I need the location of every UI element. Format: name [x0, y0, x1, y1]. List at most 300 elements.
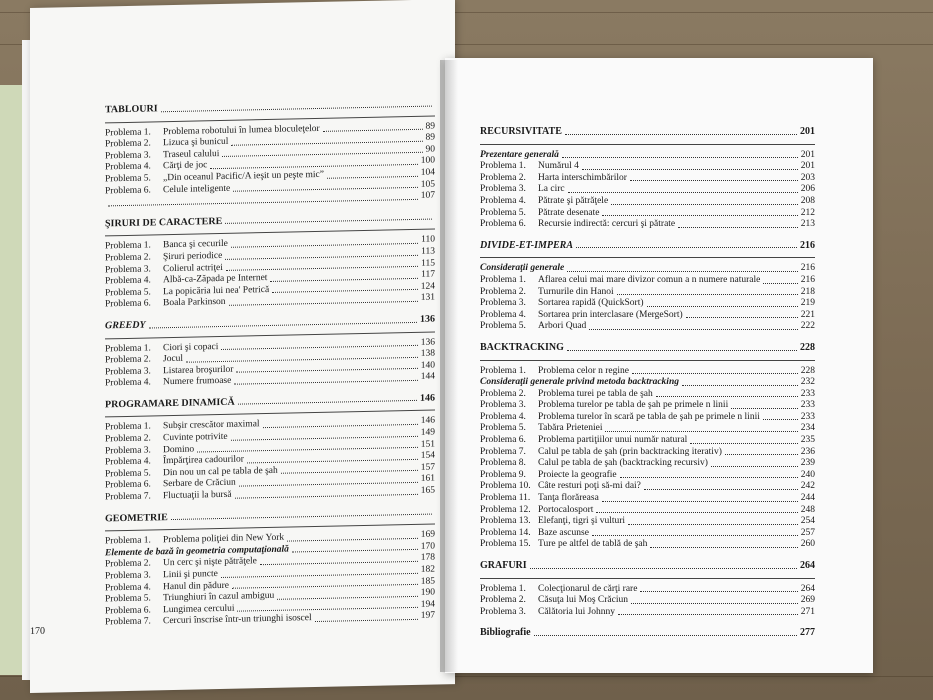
- entry-page: 203: [800, 172, 815, 183]
- right-toc: [480, 126, 815, 648]
- entry-title: La popicăria lui nea' Petrică: [163, 284, 270, 297]
- leader-dots: [568, 184, 798, 193]
- entry-page: 149: [420, 427, 435, 438]
- toc-section: [105, 506, 435, 629]
- entry-title: Problema partiţiilor unui număr natural: [538, 435, 688, 446]
- toc-entry: [480, 595, 815, 607]
- entry-label: Problema 1.: [105, 421, 151, 433]
- section-page: 228: [800, 341, 815, 353]
- entry-title: Din nou un cal pe tabla de şah: [163, 465, 278, 479]
- entry-page: 131: [420, 292, 435, 304]
- leader-dots: [171, 506, 432, 520]
- toc-section: [480, 126, 815, 231]
- section-title: [105, 506, 435, 525]
- entry-label: Problema 4.: [480, 195, 526, 206]
- entry-label: Problema 14.: [480, 527, 531, 538]
- entry-label: Problema 6.: [480, 219, 526, 230]
- entry-page: 169: [420, 529, 435, 541]
- right-page: [445, 58, 873, 673]
- entry-page: 90: [425, 144, 435, 155]
- entry-page: 233: [800, 400, 815, 411]
- entry-title: Colierul actriţei: [163, 262, 223, 274]
- entry-page: 212: [800, 207, 815, 218]
- entry-label: Problema 4.: [105, 275, 151, 287]
- page-number: 170: [30, 625, 45, 637]
- entry-page: 271: [800, 606, 815, 617]
- entry-page: 201: [800, 161, 815, 172]
- entry-label: Problema 5.: [480, 207, 526, 218]
- entry-label: Problema 12.: [480, 504, 531, 515]
- entry-page: 89: [425, 121, 435, 132]
- leader-dots: [628, 516, 798, 525]
- entry-label: Problema 10.: [480, 481, 531, 492]
- entry-title: Banca şi cecurile: [163, 239, 228, 251]
- entry-title: Sortarea rapidă (QuickSort): [538, 298, 644, 309]
- entry-label: Problema 3.: [105, 263, 151, 275]
- leader-dots: [238, 393, 417, 405]
- leader-dots: [650, 539, 797, 548]
- toc-entry: [480, 607, 815, 619]
- entry-title: Numărul 4: [538, 161, 579, 172]
- entry-page: 222: [800, 321, 815, 332]
- leader-dots: [602, 493, 798, 502]
- entry-label: Problema 1.: [480, 365, 526, 376]
- leader-dots: [530, 560, 797, 569]
- leader-dots: [731, 400, 798, 409]
- entry-label: Problema 5.: [480, 321, 526, 332]
- entry-title: Hanul din pădure: [163, 580, 229, 592]
- entry-label: Problema 11.: [480, 493, 531, 504]
- entry-page: 213: [800, 219, 815, 230]
- entry-page: 110: [421, 234, 435, 246]
- entry-label: Problema 6.: [105, 185, 151, 196]
- leader-dots: [644, 481, 798, 490]
- section-title: [105, 313, 435, 332]
- leader-dots: [565, 126, 797, 135]
- section-title: [480, 342, 815, 354]
- toc-entry: [480, 389, 815, 401]
- entry-page: 190: [420, 587, 435, 599]
- entry-page: 239: [800, 458, 815, 469]
- entry-title: Elemente de bază în geometria computaţională: [105, 544, 289, 559]
- entry-title: Portocalosport: [538, 504, 594, 515]
- toc-entry: [480, 470, 815, 482]
- section-title: [480, 240, 815, 252]
- entry-label: Problema 4.: [105, 456, 151, 468]
- section-title-text: GEOMETRIE: [105, 511, 168, 525]
- leader-dots: [281, 463, 418, 474]
- section-title-text: DIVIDE-ET-IMPERA: [480, 239, 573, 251]
- leader-dots: [640, 584, 797, 593]
- entry-label: Problema 4.: [480, 309, 526, 320]
- leader-dots: [690, 435, 797, 444]
- toc-entry: [480, 287, 815, 299]
- entry-page: 233: [800, 388, 815, 399]
- toc-entry: [480, 196, 815, 208]
- toc-entry: [480, 366, 815, 378]
- leader-dots: [277, 588, 417, 600]
- entry-page: 260: [800, 539, 815, 550]
- entry-page: 136: [420, 337, 435, 348]
- entry-title: Câte resturi poţi să-mi dai?: [538, 481, 641, 492]
- entry-label: Problema 3.: [105, 150, 151, 162]
- entry-page: 235: [800, 435, 815, 446]
- entry-title: Şiruri periodice: [163, 250, 223, 263]
- toc-entry: [480, 505, 815, 517]
- toc-section: [105, 98, 435, 210]
- leader-dots: [647, 298, 798, 307]
- leader-dots: [567, 342, 797, 351]
- entry-page: 236: [800, 446, 815, 457]
- entry-label: Problema 4.: [480, 411, 526, 422]
- leader-dots: [596, 505, 797, 514]
- leader-dots: [327, 168, 418, 178]
- entry-title: Sortarea prin interclasare (MergeSort): [538, 309, 683, 320]
- toc-entry: [480, 310, 815, 322]
- entry-page: 178: [420, 552, 435, 564]
- entry-label: Problema 1.: [105, 240, 151, 252]
- entry-label: Problema 5.: [105, 287, 151, 299]
- leader-dots: [630, 173, 798, 182]
- entry-page: 117: [421, 269, 435, 280]
- left-toc: [105, 98, 435, 639]
- entry-title: Pătrate desenate: [538, 207, 600, 218]
- entry-page: 170: [420, 541, 435, 552]
- entry-title: Albă-ca-Zăpada pe Internet: [163, 273, 268, 286]
- section-title: [105, 211, 435, 230]
- entry-title: Ciori şi copaci: [163, 341, 219, 353]
- entry-label: Problema 6.: [105, 298, 151, 310]
- entry-page: 104: [420, 167, 435, 178]
- entry-page: 206: [800, 184, 815, 195]
- toc-entry: [480, 208, 815, 220]
- leader-dots: [602, 208, 797, 217]
- toc-section: [105, 392, 435, 504]
- entry-title: „Din oceanul Pacific/A ieşit un peşte mic”: [163, 169, 324, 184]
- entry-label: Problema 2.: [105, 558, 151, 570]
- entry-title: Problema turelor în scară pe tabla de şah pe primele n linii: [538, 411, 760, 422]
- entry-label: Problema 7.: [480, 446, 526, 457]
- toc-entry: [480, 447, 815, 459]
- entry-title: Problema celor n regine: [538, 365, 630, 376]
- section-page: 136: [420, 313, 435, 325]
- entry-label: Problema 3.: [105, 445, 151, 457]
- entry-title: Cuvinte potrivite: [163, 431, 228, 444]
- entry-page: 240: [800, 469, 815, 480]
- entry-page: 264: [800, 583, 815, 594]
- entry-title: Lungimea cercului: [163, 603, 235, 615]
- entry-label: Problema 1.: [480, 161, 526, 172]
- entry-label: Problema 2.: [105, 433, 151, 445]
- leader-dots: [605, 423, 797, 432]
- entry-title: Domino: [163, 444, 195, 455]
- entry-title: Calul pe tabla de şah (prin backtracking iterativ): [538, 446, 722, 457]
- leader-dots: [221, 337, 417, 350]
- entry-label: Problema 7.: [105, 491, 151, 503]
- section-title: [105, 392, 435, 411]
- entry-title: Problema poliţiei din New York: [163, 532, 285, 546]
- section-page: 216: [800, 239, 815, 251]
- entry-title: Turnurile din Hanoi: [538, 286, 614, 297]
- entry-title: Căsuţa lui Moş Crăciun: [538, 595, 628, 606]
- toc-entry: [480, 219, 815, 231]
- entry-title: Consideraţii generale: [480, 263, 565, 274]
- entry-title: Harta interschimbărilor: [538, 172, 627, 183]
- leader-dots: [620, 470, 798, 479]
- leader-dots: [263, 416, 418, 428]
- leader-dots: [562, 150, 798, 159]
- section-title-text: Bibliografie: [480, 627, 531, 639]
- entry-label: Problema 5.: [105, 173, 151, 185]
- leader-dots: [534, 627, 797, 636]
- entry-title: Cercuri înscrise într-un triunghi isoscel: [163, 613, 312, 627]
- toc-entry: [480, 184, 815, 196]
- entry-title: Lizuca şi bunicul: [163, 137, 229, 149]
- entry-title: Traseul calului: [163, 148, 220, 160]
- entry-label: Problema 3.: [480, 184, 526, 195]
- toc-section: [480, 342, 815, 551]
- leader-dots: [567, 263, 798, 272]
- entry-label: Problema 1.: [480, 274, 526, 285]
- entry-title: Boala Parkinson: [163, 297, 226, 309]
- section-page: 146: [420, 392, 435, 404]
- entry-page: 228: [800, 365, 815, 376]
- entry-title: Colecţionarul de cărţi rare: [538, 583, 638, 594]
- entry-page: 208: [800, 195, 815, 206]
- entry-page: 257: [800, 527, 815, 538]
- entry-title: Recursie indirectă: cercuri şi pătrate: [538, 219, 676, 230]
- entry-title: Tabăra Prieteniei: [538, 423, 603, 434]
- entry-page: 115: [421, 258, 435, 269]
- entry-title: Fluctuaţii la bursă: [163, 489, 232, 502]
- leader-dots: [617, 287, 798, 296]
- leader-dots: [272, 282, 418, 294]
- entry-page: 157: [420, 462, 435, 473]
- entry-label: Problema 2.: [105, 138, 151, 150]
- entry-page: 138: [420, 348, 435, 359]
- section-rule: [480, 360, 815, 361]
- toc-entry: [480, 528, 815, 540]
- entry-page: 89: [425, 132, 435, 143]
- entry-title: Problema turelor pe tabla de şah pe primele n linii: [538, 400, 729, 411]
- entry-title: Consideraţii generale privind metoda backtracking: [480, 377, 679, 388]
- toc-entry: [480, 400, 815, 412]
- leader-dots: [231, 235, 418, 248]
- entry-title: Cărţi de joc: [163, 160, 208, 172]
- leader-dots: [149, 314, 417, 328]
- entry-title: Triunghiuri în cazul ambiguu: [163, 591, 275, 604]
- entry-page: 161: [420, 473, 435, 485]
- entry-page: 233: [800, 411, 815, 422]
- entry-page: 194: [420, 599, 435, 610]
- section-rule: [480, 144, 815, 145]
- entry-label: Problema 4.: [105, 377, 151, 389]
- leader-dots: [270, 270, 418, 282]
- entry-page: 232: [800, 377, 815, 388]
- section-end-page: 107: [420, 190, 435, 201]
- entry-label: Problema 1.: [480, 583, 526, 594]
- entry-page: 219: [800, 298, 815, 309]
- entry-title: Împărţirea cadourilor: [163, 454, 244, 467]
- toc-entry: [480, 275, 815, 287]
- entry-page: 242: [800, 481, 815, 492]
- section-page: 201: [800, 126, 815, 137]
- entry-label: Problema 1.: [105, 127, 151, 139]
- entry-label: Problema 3.: [105, 366, 151, 378]
- entry-label: Problema 9.: [480, 469, 526, 480]
- leader-dots: [576, 240, 797, 249]
- section-title-text: RECURSIVITATE: [480, 126, 562, 137]
- section-title-text: GRAFURI: [480, 560, 527, 571]
- entry-page: 221: [800, 309, 815, 320]
- leader-dots: [678, 219, 798, 228]
- entry-page: 151: [420, 439, 435, 450]
- toc-entry: [480, 423, 815, 435]
- entry-label: Problema 1.: [105, 535, 151, 547]
- entry-page: 105: [420, 179, 435, 190]
- entry-title: Ture pe altfel de tablă de şah: [538, 539, 648, 550]
- leader-dots: [682, 377, 798, 386]
- leader-dots: [711, 458, 798, 467]
- toc-entry: [480, 539, 815, 551]
- entry-page: 248: [800, 504, 815, 515]
- leader-dots: [632, 366, 798, 375]
- entry-label: Problema 4.: [105, 161, 151, 173]
- entry-title: Listarea broşurilor: [163, 364, 234, 376]
- entry-label: Problema 2.: [480, 595, 526, 606]
- toc-entry: [480, 435, 815, 447]
- toc-entry: [480, 516, 815, 528]
- entry-title: Proiecte la geografie: [538, 469, 617, 480]
- book-gutter: [440, 60, 458, 672]
- section-rule: [480, 257, 815, 258]
- toc-section: [480, 240, 815, 333]
- entry-page: 201: [800, 149, 815, 160]
- entry-label: Problema 8.: [480, 458, 526, 469]
- leader-dots: [315, 611, 418, 622]
- leader-dots: [582, 161, 798, 170]
- leader-dots: [686, 310, 798, 319]
- leader-dots: [292, 542, 418, 553]
- entry-label: Problema 5.: [105, 593, 151, 605]
- entry-title: Problema turei pe tabla de şah: [538, 388, 653, 399]
- entry-label: Problema 2.: [105, 354, 151, 366]
- entry-page: 216: [800, 274, 815, 285]
- entry-label: Problema 2.: [480, 172, 526, 183]
- leader-dots: [618, 607, 798, 616]
- section-title-text: ŞIRURI DE CARACTERE: [105, 215, 223, 230]
- entry-title: Pătrate şi pătrăţele: [538, 195, 609, 206]
- section-title-text: GREEDY: [105, 319, 146, 332]
- leader-dots: [589, 321, 797, 330]
- leader-dots: [763, 275, 797, 284]
- entry-title: Elefanţi, tigri şi vulturi: [538, 516, 626, 527]
- toc-entry: [480, 412, 815, 424]
- entry-page: 144: [420, 371, 435, 383]
- toc-section: [105, 211, 435, 311]
- entry-title: Prezentare generală: [480, 149, 559, 160]
- leader-dots: [287, 530, 418, 541]
- entry-page: 234: [800, 423, 815, 434]
- toc-entry: [480, 481, 815, 493]
- section-rule: [480, 578, 815, 579]
- toc-entry: [480, 321, 815, 333]
- entry-page: 197: [420, 610, 435, 622]
- entry-page: 216: [800, 263, 815, 274]
- entry-title: Linii şi puncte: [163, 569, 218, 581]
- entry-page: 269: [800, 595, 815, 606]
- left-page: [30, 0, 455, 693]
- toc-section: [480, 560, 815, 618]
- entry-title: Jocul: [163, 353, 184, 365]
- leader-dots: [592, 528, 798, 537]
- section-title-text: PROGRAMARE DINAMICĂ: [105, 396, 235, 411]
- entry-label: Problema 1.: [105, 342, 151, 354]
- toc-entry: [480, 458, 815, 470]
- leader-dots: [656, 389, 798, 398]
- entry-label: Problema 3.: [480, 606, 526, 617]
- section-title-text: TABLOURI: [105, 103, 158, 116]
- entry-page: 124: [420, 281, 435, 292]
- entry-title: Subşir crescător maximal: [163, 419, 260, 432]
- entry-page: 218: [800, 286, 815, 297]
- entry-page: 154: [420, 450, 435, 462]
- entry-title: Calul pe tabla de şah (backtracking recursiv): [538, 458, 708, 469]
- section-page: 264: [800, 560, 815, 571]
- toc-entry: [480, 584, 815, 596]
- entry-title: Baze ascunse: [538, 527, 589, 538]
- leader-dots: [225, 211, 432, 224]
- entry-label: Problema 5.: [105, 468, 151, 480]
- entry-title: Problema robotului în lumea bloculeţelor: [163, 123, 320, 137]
- entry-page: 182: [420, 564, 435, 575]
- entry-title: Aflarea celui mai mare divizor comun a n numere naturale: [538, 274, 761, 285]
- entry-page: 165: [420, 485, 435, 496]
- entry-page: 140: [420, 360, 435, 371]
- leader-dots: [611, 196, 798, 205]
- section-title: [480, 627, 815, 639]
- entry-title: Un cerc şi nişte pătrăţele: [163, 556, 257, 569]
- entry-label: Problema 7.: [105, 616, 151, 628]
- leader-dots: [631, 595, 798, 604]
- toc-entry: [480, 263, 815, 275]
- section-title-text: BACKTRACKING: [480, 341, 564, 353]
- entry-label: Problema 13.: [480, 516, 531, 527]
- toc-entry: [480, 161, 815, 173]
- entry-page: 100: [420, 155, 435, 167]
- entry-title: Serbare de Crăciun: [163, 478, 236, 490]
- section-title: [480, 560, 815, 572]
- entry-label: Problema 2.: [480, 286, 526, 297]
- book-cover-edge: [0, 85, 22, 675]
- leader-dots: [161, 98, 432, 112]
- toc-entry: [480, 150, 815, 162]
- entry-title: Tanţa florăreasa: [538, 493, 599, 504]
- toc-entry: [480, 173, 815, 185]
- toc-entry: [480, 377, 815, 389]
- entry-title: Numere frumoase: [163, 376, 232, 388]
- entry-label: Problema 2.: [105, 252, 151, 264]
- leader-dots: [323, 121, 423, 132]
- entry-label: Problema 3.: [480, 298, 526, 309]
- entry-title: Călătoria lui Johnny: [538, 606, 616, 617]
- entry-title: Celule inteligente: [163, 183, 231, 195]
- entry-label: Problema 6.: [105, 479, 151, 491]
- toc-entry: [480, 298, 815, 310]
- entry-page: 113: [421, 246, 435, 257]
- entry-label: Problema 6.: [480, 435, 526, 446]
- section-title: [105, 98, 435, 117]
